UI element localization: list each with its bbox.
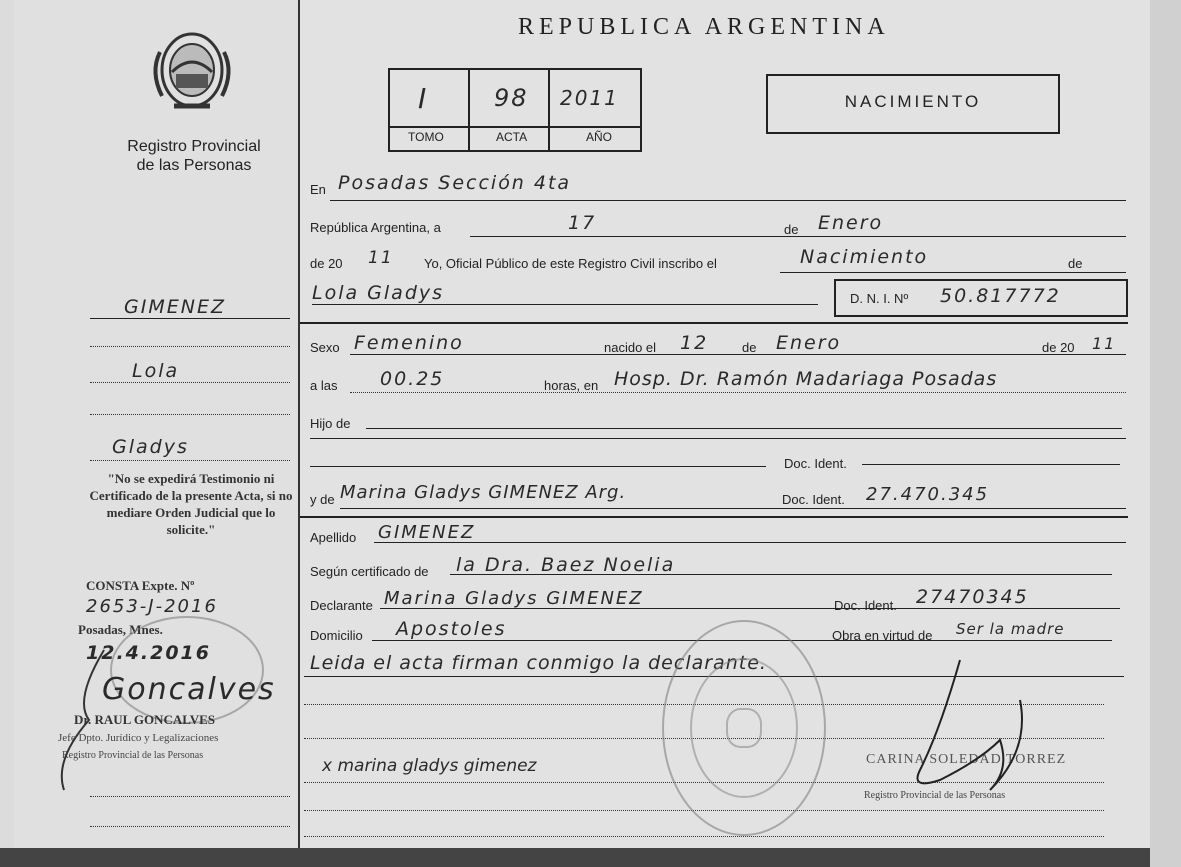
tomo-label: TOMO xyxy=(408,130,444,144)
mother-doc: 27.470.345 xyxy=(866,484,990,505)
declarante-value: Marina Gladys GIMENEZ xyxy=(384,588,644,609)
anio-value: 2011 xyxy=(560,86,619,110)
declarante-signature: x marina gladys gimenez xyxy=(322,756,537,776)
en-value: Posadas Sección 4ta xyxy=(338,172,572,194)
reference-table xyxy=(388,68,642,152)
officer-stamp-name: CARINA SOLEDAD TORREZ xyxy=(866,752,1067,767)
consta-label: CONSTA Expte. Nº xyxy=(86,578,195,593)
officer-stamp-registry: Registro Provincial de las Personas xyxy=(864,790,1006,801)
domicilio-value: Apostoles xyxy=(396,618,507,640)
margin-signature-stroke xyxy=(34,640,124,800)
registry-title-line2: de las Personas xyxy=(136,157,252,174)
registry-title-line1: Registro Provincial xyxy=(127,138,261,155)
dni-value: 50.817772 xyxy=(940,285,1061,307)
page-right-edge xyxy=(1150,0,1181,867)
nacimiento-label: NACIMIENTO xyxy=(844,92,982,111)
de2-label: de xyxy=(1068,256,1083,271)
official-stamp-left xyxy=(110,616,264,724)
obra-value: Ser la madre xyxy=(956,620,1065,638)
officer-signature xyxy=(880,650,1060,800)
year-value: 11 xyxy=(368,248,394,268)
republica-label: República Argentina, a xyxy=(310,220,441,235)
signer-stamp-line1: Jefe Dpto. Jurídico y Legalizaciones xyxy=(58,732,219,744)
apellido-label: Apellido xyxy=(310,530,357,545)
day-value: 17 xyxy=(568,212,597,234)
nacido-label: nacido el xyxy=(604,340,657,355)
mother-name: Marina Gladys GIMENEZ Arg. xyxy=(340,482,627,503)
margin-date: 12.4.2016 xyxy=(86,642,211,664)
left-margin-column xyxy=(14,0,300,848)
margin-first-name: Lola xyxy=(132,360,180,382)
apellido-value: GIMENEZ xyxy=(378,522,476,543)
obra-label: Obra en virtud de xyxy=(832,628,933,643)
hour-value: 00.25 xyxy=(380,368,445,390)
de-label: de xyxy=(784,222,799,237)
birth-day: 12 xyxy=(680,332,709,354)
acta-label: ACTA xyxy=(496,130,528,144)
doctor-value: la Dra. Baez Noelia xyxy=(456,554,676,576)
coat-of-arms-icon xyxy=(146,22,238,116)
declarante-label: Declarante xyxy=(310,598,373,613)
declarante-doc: 27470345 xyxy=(916,586,1029,608)
horas-label: horas, en xyxy=(544,378,599,393)
oficial-text: Yo, Oficial Público de este Registro Civil inscribo el xyxy=(424,256,717,271)
country-title: REPUBLICA ARGENTINA xyxy=(518,14,890,40)
doc-ident2-label: Doc. Ident. xyxy=(782,492,845,507)
signer-stamp-line2: Registro Provincial de las Personas xyxy=(62,750,204,761)
de3-label: de xyxy=(742,340,757,355)
official-seal-stamp xyxy=(662,620,826,836)
margin-signature: Goncalves xyxy=(102,672,276,707)
signer-stamp-name: Dr. RAUL GONCALVES xyxy=(74,712,215,727)
margin-second-name: Gladys xyxy=(112,436,189,458)
alas-label: a las xyxy=(310,378,338,393)
birth-place: Hosp. Dr. Ramón Madariaga Posadas xyxy=(614,368,998,390)
sexo-label: Sexo xyxy=(310,340,340,355)
expediente-number: 2653-J-2016 xyxy=(86,596,218,617)
segun-label: Según certificado de xyxy=(310,564,429,579)
hijo-label: Hijo de xyxy=(310,416,351,431)
de20-label: de 20 xyxy=(1042,340,1075,355)
nacimiento-box xyxy=(766,74,1060,134)
year-prefix-label: de 20 xyxy=(310,256,343,271)
sexo-value: Femenino xyxy=(354,332,464,354)
anio-label: AÑO xyxy=(586,130,613,144)
month-value: Enero xyxy=(818,212,884,234)
domicilio-label: Domicilio xyxy=(310,628,363,643)
dni-label: D. N. I. Nº xyxy=(850,291,909,306)
inscribe-value: Nacimiento xyxy=(800,246,929,268)
margin-legal-note: "No se expedirá Testimonio ni Certificado de la presente Acta, si no mediare Orden Judicial que lo solicite." xyxy=(89,471,293,537)
doc-ident-label: Doc. Ident. xyxy=(784,456,847,471)
page-bottom-edge xyxy=(0,848,1181,867)
child-name: Lola Gladys xyxy=(312,282,445,304)
yde-label: y de xyxy=(310,492,335,507)
tomo-value: I xyxy=(418,82,429,115)
margin-city: Posadas, Mnes. xyxy=(78,622,163,637)
birth-month: Enero xyxy=(776,332,842,354)
birth-year: 11 xyxy=(1092,334,1117,353)
acta-value: 98 xyxy=(494,84,529,112)
margin-surname: GIMENEZ xyxy=(124,296,226,318)
doc-ident3-label: Doc. Ident. xyxy=(834,598,897,613)
leida-text: Leida el acta firman conmigo la declarante. xyxy=(310,652,767,674)
dni-box xyxy=(834,279,1128,317)
en-label: En xyxy=(310,182,326,197)
